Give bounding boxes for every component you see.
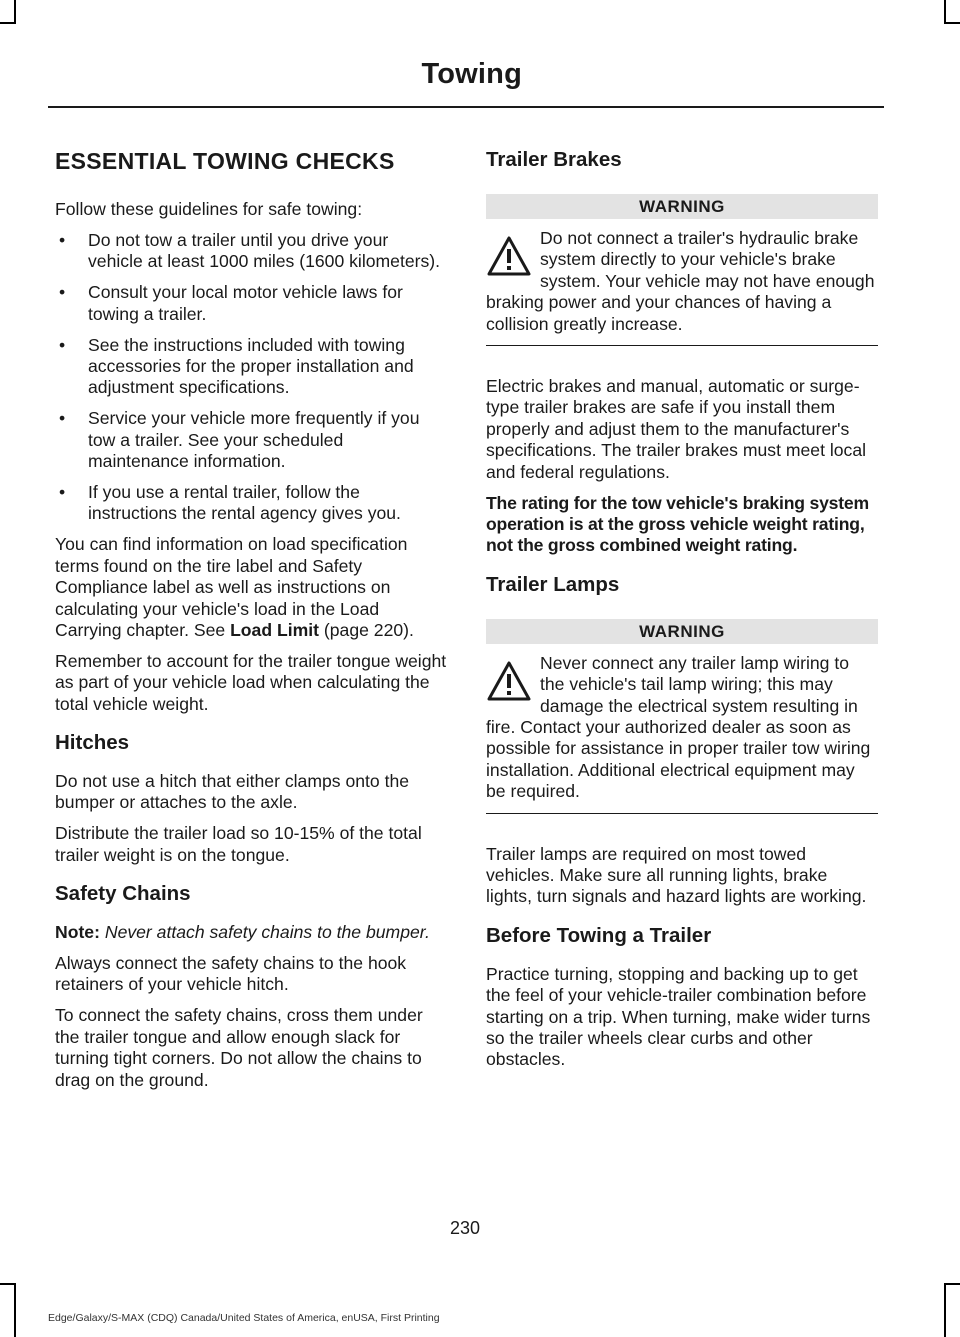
before-towing-heading: Before Towing a Trailer: [486, 923, 712, 947]
trailer-lamps-heading: Trailer Lamps: [486, 572, 620, 596]
chains-paragraph: Always connect the safety chains to the hook retainers of your vehicle hitch.: [55, 953, 407, 995]
safety-chains-heading: Safety Chains: [55, 882, 191, 906]
intro-text: Follow these guidelines for safe towing:: [55, 199, 363, 219]
warning-triangle-icon: [486, 659, 532, 705]
chains-note: Note: Never attach safety chains to the bumper.: [55, 922, 430, 943]
warning-banner: WARNING: [486, 619, 878, 644]
crop-mark: [0, 1283, 16, 1285]
list-item: • If you use a rental trailer, follow the instructions the rental agency gives you.: [59, 481, 401, 524]
right-column: [486, 140, 878, 1080]
crop-mark: [944, 1283, 946, 1337]
brakes-rating-note: The rating for the tow vehicle's braking system operation is at the gross vehicle weight rating, not the gross combined weight rating.: [486, 492, 869, 556]
hitches-paragraph: Do not use a hitch that either clamps onto the bumper or attaches to the axle.: [55, 771, 410, 813]
crop-mark: [0, 22, 16, 24]
page-number: 230: [449, 1218, 481, 1238]
lamps-warning: Never connect any trailer lamp wiring to the vehicle's tail lamp wiring; this may damage the electrical system resulting in fire. Contact your authorized dealer as soon as possible for assistance in proper trailer tow wiring installation. Additional electrical equipment may be required.: [486, 653, 878, 814]
left-column: [55, 140, 447, 1101]
hitches-heading: Hitches: [55, 731, 130, 755]
bullet-icon: •: [59, 408, 66, 429]
crop-mark: [14, 1283, 16, 1337]
trailer-brakes-heading: Trailer Brakes: [486, 148, 622, 171]
crop-mark: [944, 1283, 960, 1285]
crop-mark: [14, 0, 16, 22]
list-item: • Service your vehicle more frequently if you tow a trailer. See your scheduled maintenance information.: [59, 408, 420, 472]
section-title: ESSENTIAL TOWING CHECKS: [55, 148, 395, 174]
list-item: • Consult your local motor vehicle laws for towing a trailer.: [59, 282, 403, 324]
bullet-icon: •: [59, 481, 66, 502]
warning-triangle-icon: [486, 234, 532, 280]
list-item: • See the instructions included with towing accessories for the proper installation and adjustment specifications.: [59, 334, 414, 398]
hitches-paragraph: Distribute the trailer load so 10-15% of the total trailer weight is on the tongue.: [55, 823, 422, 865]
tongue-weight-paragraph: Remember to account for the trailer tongue weight as part of your vehicle load when calculating the total vehicle weight.: [55, 650, 447, 714]
brakes-paragraph: Electric brakes and manual, automatic or surge-type trailer brakes are safe if you install them properly and adjust them to the manufacturer's specifications. The trailer brakes must meet local and federal regulations.: [486, 376, 867, 482]
footer-text: Edge/Galaxy/S-MAX (CDQ) Canada/United States of America, enUSA, First Printing: [48, 1312, 440, 1324]
header-divider: [48, 106, 884, 108]
list-item: • Do not tow a trailer until you drive your vehicle at least 1000 miles (1600 kilometers).: [59, 229, 441, 272]
crop-mark: [944, 0, 946, 22]
guidelines-list: [55, 230, 447, 525]
page-title: Towing: [421, 58, 522, 90]
before-towing-paragraph: Practice turning, stopping and backing up to get the feel of your vehicle-trailer combination before starting on a trip. When turning, make wider turns so the trailer wheels clear curbs and other obstacles.: [486, 963, 871, 1070]
warning-banner: WARNING: [486, 194, 878, 219]
crop-mark: [944, 22, 960, 24]
bullet-icon: •: [59, 229, 66, 250]
brakes-warning: Do not connect a trailer's hydraulic brake system directly to your vehicle's brake system. Your vehicle may not have enough braking power and your chances of having a collision greatly increase.: [486, 228, 878, 346]
chains-paragraph: To connect the safety chains, cross them under the trailer tongue and allow enough slack for turning tight corners. Do not allow the chains to drag on the ground.: [55, 1005, 423, 1090]
lamps-paragraph: Trailer lamps are required on most towed vehicles. Make sure all running lights, brake lights, turn signals and hazard lights are working.: [486, 843, 867, 907]
load-limit-link[interactable]: Load Limit: [230, 619, 320, 640]
bullet-icon: •: [59, 334, 66, 355]
load-info-paragraph: You can find information on load specification terms found on the tire label and Safety Compliance label as well as instructions on calculating your vehicle's load in the Load Carrying chapter. See Load Limit (page 220).: [55, 534, 414, 640]
bullet-icon: •: [59, 282, 66, 303]
